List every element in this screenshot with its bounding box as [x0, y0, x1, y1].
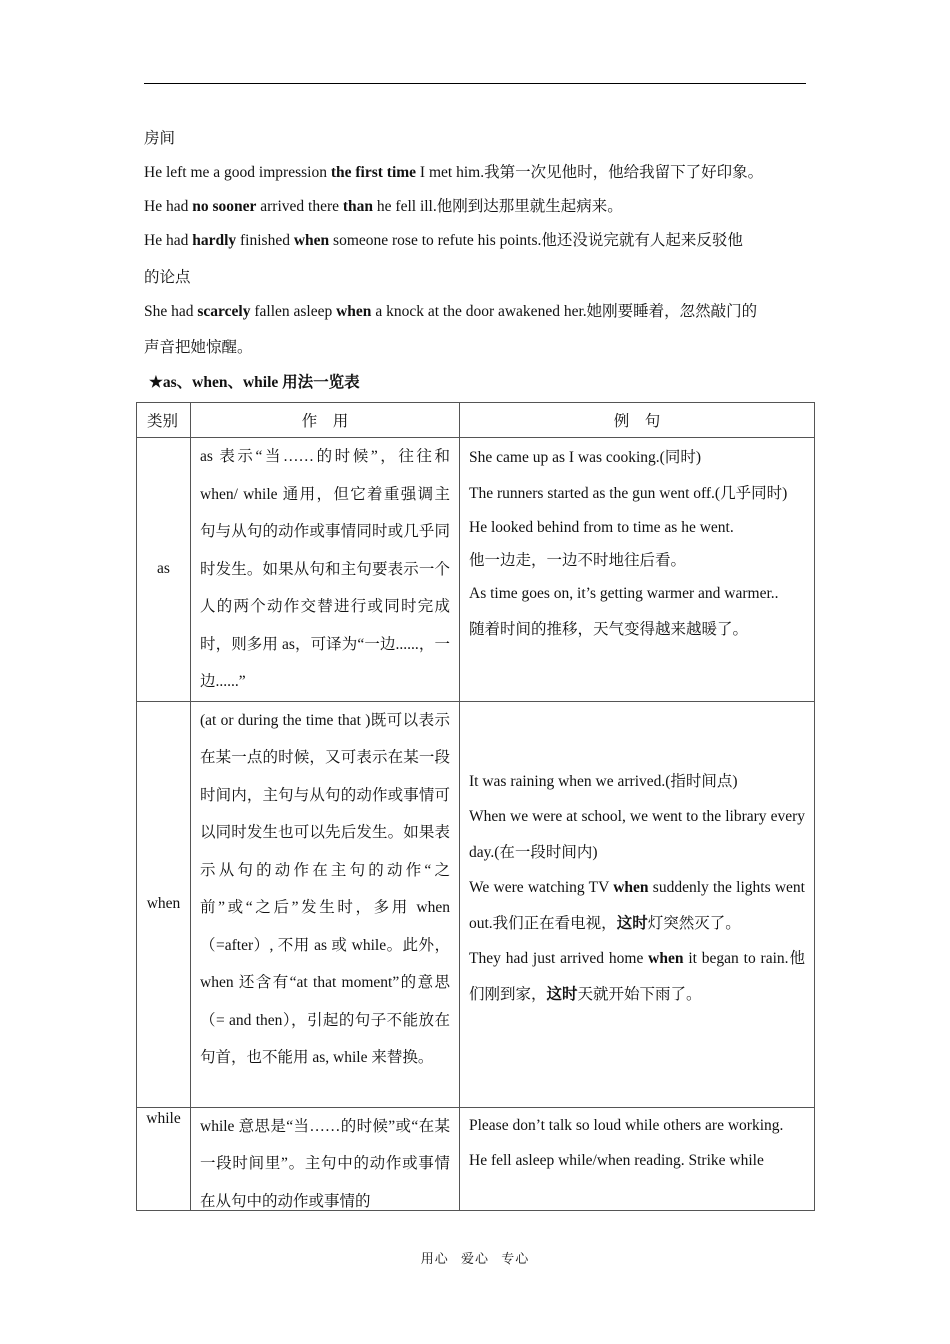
example-as-2: The runners started as the gun went off.(几乎同时)	[469, 484, 788, 502]
example-while-2: He fell asleep while/when reading. Strike while	[469, 1152, 764, 1169]
footer-word-3: 专心	[501, 1251, 530, 1266]
category-as: as	[137, 438, 191, 702]
page-footer	[0, 1248, 950, 1267]
intro-line-6: She had scarcely fallen asleep when a knock at the door awakened her.她刚要睡着，忽然敲门的	[144, 303, 758, 320]
intro-line-4: He had hardly finished when someone rose to refute his points.他还没说完就有人起来反驳他	[144, 232, 743, 249]
examples-while	[460, 1107, 815, 1210]
header-usage: 作 用	[191, 403, 460, 438]
example-as-4: 他一边走，一边不时地往后看。	[469, 552, 687, 569]
example-as-6: 随着时间的推移，天气变得越来越暖了。	[469, 621, 749, 638]
header-rule	[144, 83, 806, 84]
example-when-2: When we were at school, we went to the library every day.(在一段时间内)	[469, 808, 805, 861]
examples-as	[460, 438, 815, 702]
header-category: 类别	[137, 403, 191, 438]
header-example: 例 句	[460, 403, 815, 438]
usage-table	[136, 402, 815, 1211]
example-when-3: We were watching TV when suddenly the lights went out.我们正在看电视，这时灯突然灭了。	[469, 879, 805, 932]
category-when: when	[137, 701, 191, 1107]
example-when-4: They had just arrived home when it began to rain.他们刚到家，这时天就开始下雨了。	[469, 950, 805, 1003]
table-row-while	[137, 1107, 815, 1210]
intro-line-3: He had no sooner arrived there than he fell ill.他刚到达那里就生起病来。	[144, 198, 623, 215]
table-row-when	[137, 701, 815, 1107]
usage-as: as 表示“当……的时候”，往往和 when/ while 通用，但它着重强调主句与从句的动作或事情同时或几乎同时发生。如果从句和主句要表示一个人的两个动作交替进行或同时完成时，则多用 as，可译为“一边......，一边......”	[191, 438, 460, 702]
usage-when: (at or during the time that )既可以表示在某一点的时候，又可表示在某一段时间内，主句与从句的动作或事情可以同时发生也可以先后发生。如果表示从句的动作在主句的动作“之前”或“之后”发生时，多用 when（=after）, 不用 as 或 while。此外，when 还含有“at that moment”的意思（= and then），引起的句子不能放在句首，也不能用 as, while 来替换。	[191, 701, 460, 1107]
intro-line-5: 的论点	[144, 269, 191, 286]
example-when-1: It was raining when we arrived.(指时间点)	[469, 772, 738, 790]
category-while: while	[137, 1107, 191, 1210]
examples-when	[460, 701, 815, 1107]
intro-line-2: He left me a good impression the first time I met him.我第一次见他时，他给我留下了好印象。	[144, 164, 764, 181]
example-as-1: She came up as I was cooking.(同时)	[469, 449, 702, 466]
example-as-5: As time goes on, it’s getting warmer and warmer..	[469, 585, 779, 602]
intro-line-7: 声音把她惊醒。	[144, 339, 253, 356]
table-row-as	[137, 438, 815, 702]
table-header-row	[137, 403, 815, 438]
example-as-3: He looked behind from to time as he went.	[469, 519, 734, 536]
footer-word-1: 用心	[420, 1251, 449, 1266]
example-while-1: Please don’t talk so loud while others are working.	[469, 1116, 784, 1134]
usage-while: while 意思是“当……的时候”或“在某一段时间里”。主句中的动作或事情在从句中的动作或事情的	[191, 1107, 460, 1210]
table-title: ★as、when、while 用法一览表	[149, 374, 360, 391]
footer-word-2: 爱心	[460, 1251, 489, 1266]
intro-line-1: 房间	[144, 130, 176, 147]
